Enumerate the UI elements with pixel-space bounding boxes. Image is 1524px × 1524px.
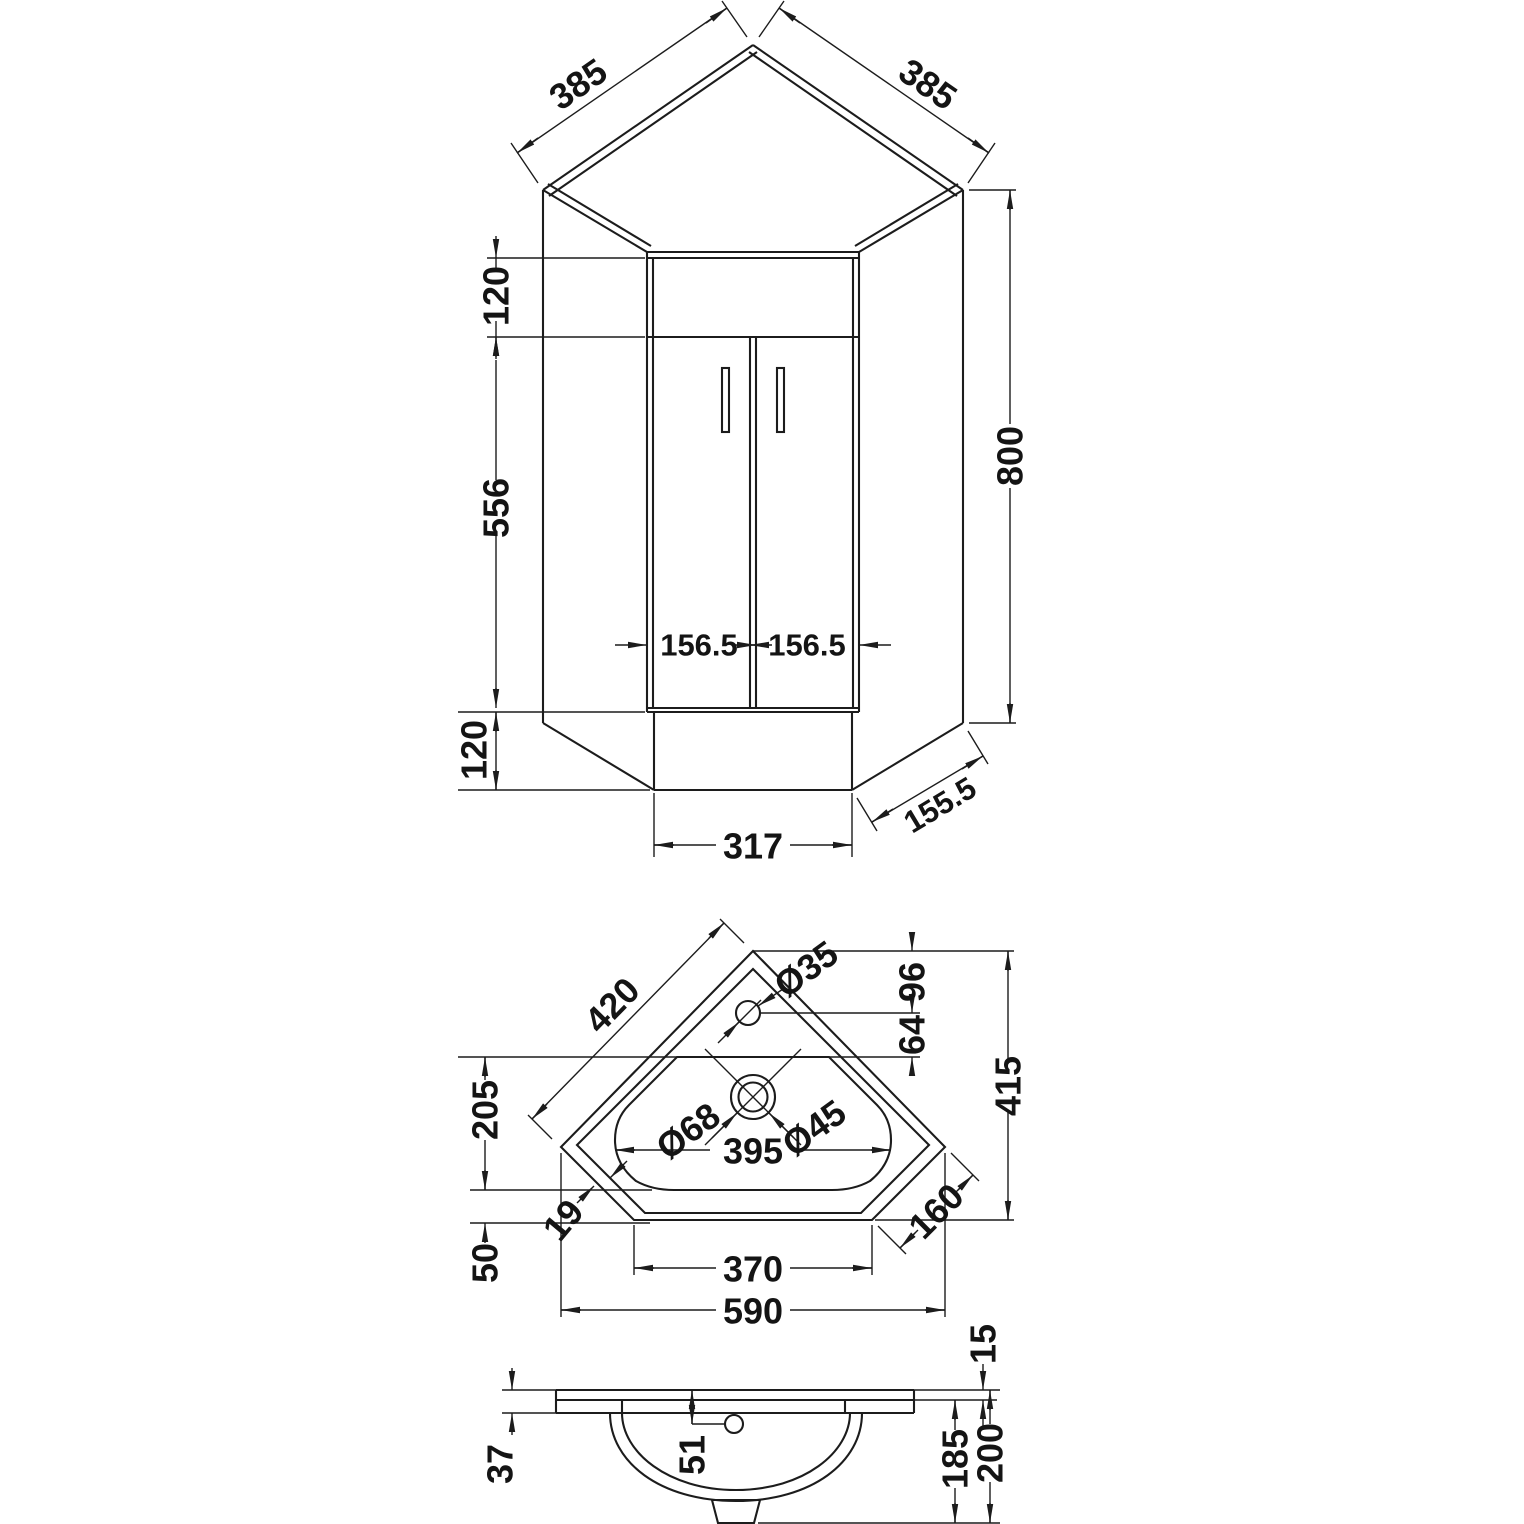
dim-155-5: 155.5 [897,770,983,840]
dim-385-right: 385 [891,50,965,118]
bowl-outer-section [610,1413,862,1501]
cabinet-top-edge [647,252,859,258]
door-handle-left [722,368,729,432]
front-frame-left [647,252,653,712]
dim-205: 205 [464,1079,506,1141]
dim-160: 160 [900,1175,972,1247]
side-dimension-labels [480,1324,1011,1489]
basin-side-view [480,1324,1011,1523]
dim-64: 64 [891,1014,933,1056]
dim-420: 420 [576,969,648,1041]
dim-395: 395 [722,1130,784,1172]
dim-96: 96 [891,961,933,1003]
dim-385-left: 385 [541,50,615,118]
overflow-hole [725,1415,743,1433]
basin-section-outline [556,1390,914,1523]
dim-556: 556 [475,477,517,539]
dim-15: 15 [962,1323,1004,1365]
dim-dia-68: Ø68 [648,1094,728,1168]
plan-dimension-labels [465,932,1029,1331]
dim-dia-45: Ø45 [774,1091,854,1165]
dim-185: 185 [934,1428,976,1490]
dim-51: 51 [671,1434,713,1476]
door-center-split [750,337,756,708]
door-handle-right [777,368,784,432]
dim-120-bottom: 120 [453,719,495,781]
dim-317: 317 [722,825,784,867]
dim-370: 370 [722,1248,784,1290]
basin-rim-joints [556,1390,914,1413]
dim-590: 590 [722,1290,784,1332]
dim-415: 415 [987,1055,1029,1117]
dim-156-5-right: 156.5 [768,627,846,663]
side-chamfer-left [543,723,654,790]
front-elevation-view [454,1,1031,867]
dim-50: 50 [464,1242,506,1284]
dim-156-5-left: 156.5 [660,627,738,663]
front-frame-right [853,252,859,712]
bowl-inner-section [622,1413,850,1490]
vanity-outline [543,45,963,790]
countertop-front-left-inner [548,184,651,246]
dim-37: 37 [479,1443,521,1485]
dim-dia-35: Ø35 [766,932,846,1006]
door-bottom-rail [647,708,859,712]
countertop-front-right [859,190,963,252]
basin-rim-section [556,1390,914,1413]
waste-outlet [712,1500,760,1523]
dim-120-top: 120 [475,265,517,327]
countertop-front-right-inner [855,184,958,246]
countertop-front-left [543,190,647,252]
plinth [654,712,852,790]
front-dimension-labels [454,50,1031,866]
basin-plan-view [458,919,1029,1332]
dim-800: 800 [989,425,1031,487]
dim-19: 19 [534,1191,592,1249]
dim-200: 200 [969,1422,1011,1484]
front-dimension-lines [458,1,1016,857]
